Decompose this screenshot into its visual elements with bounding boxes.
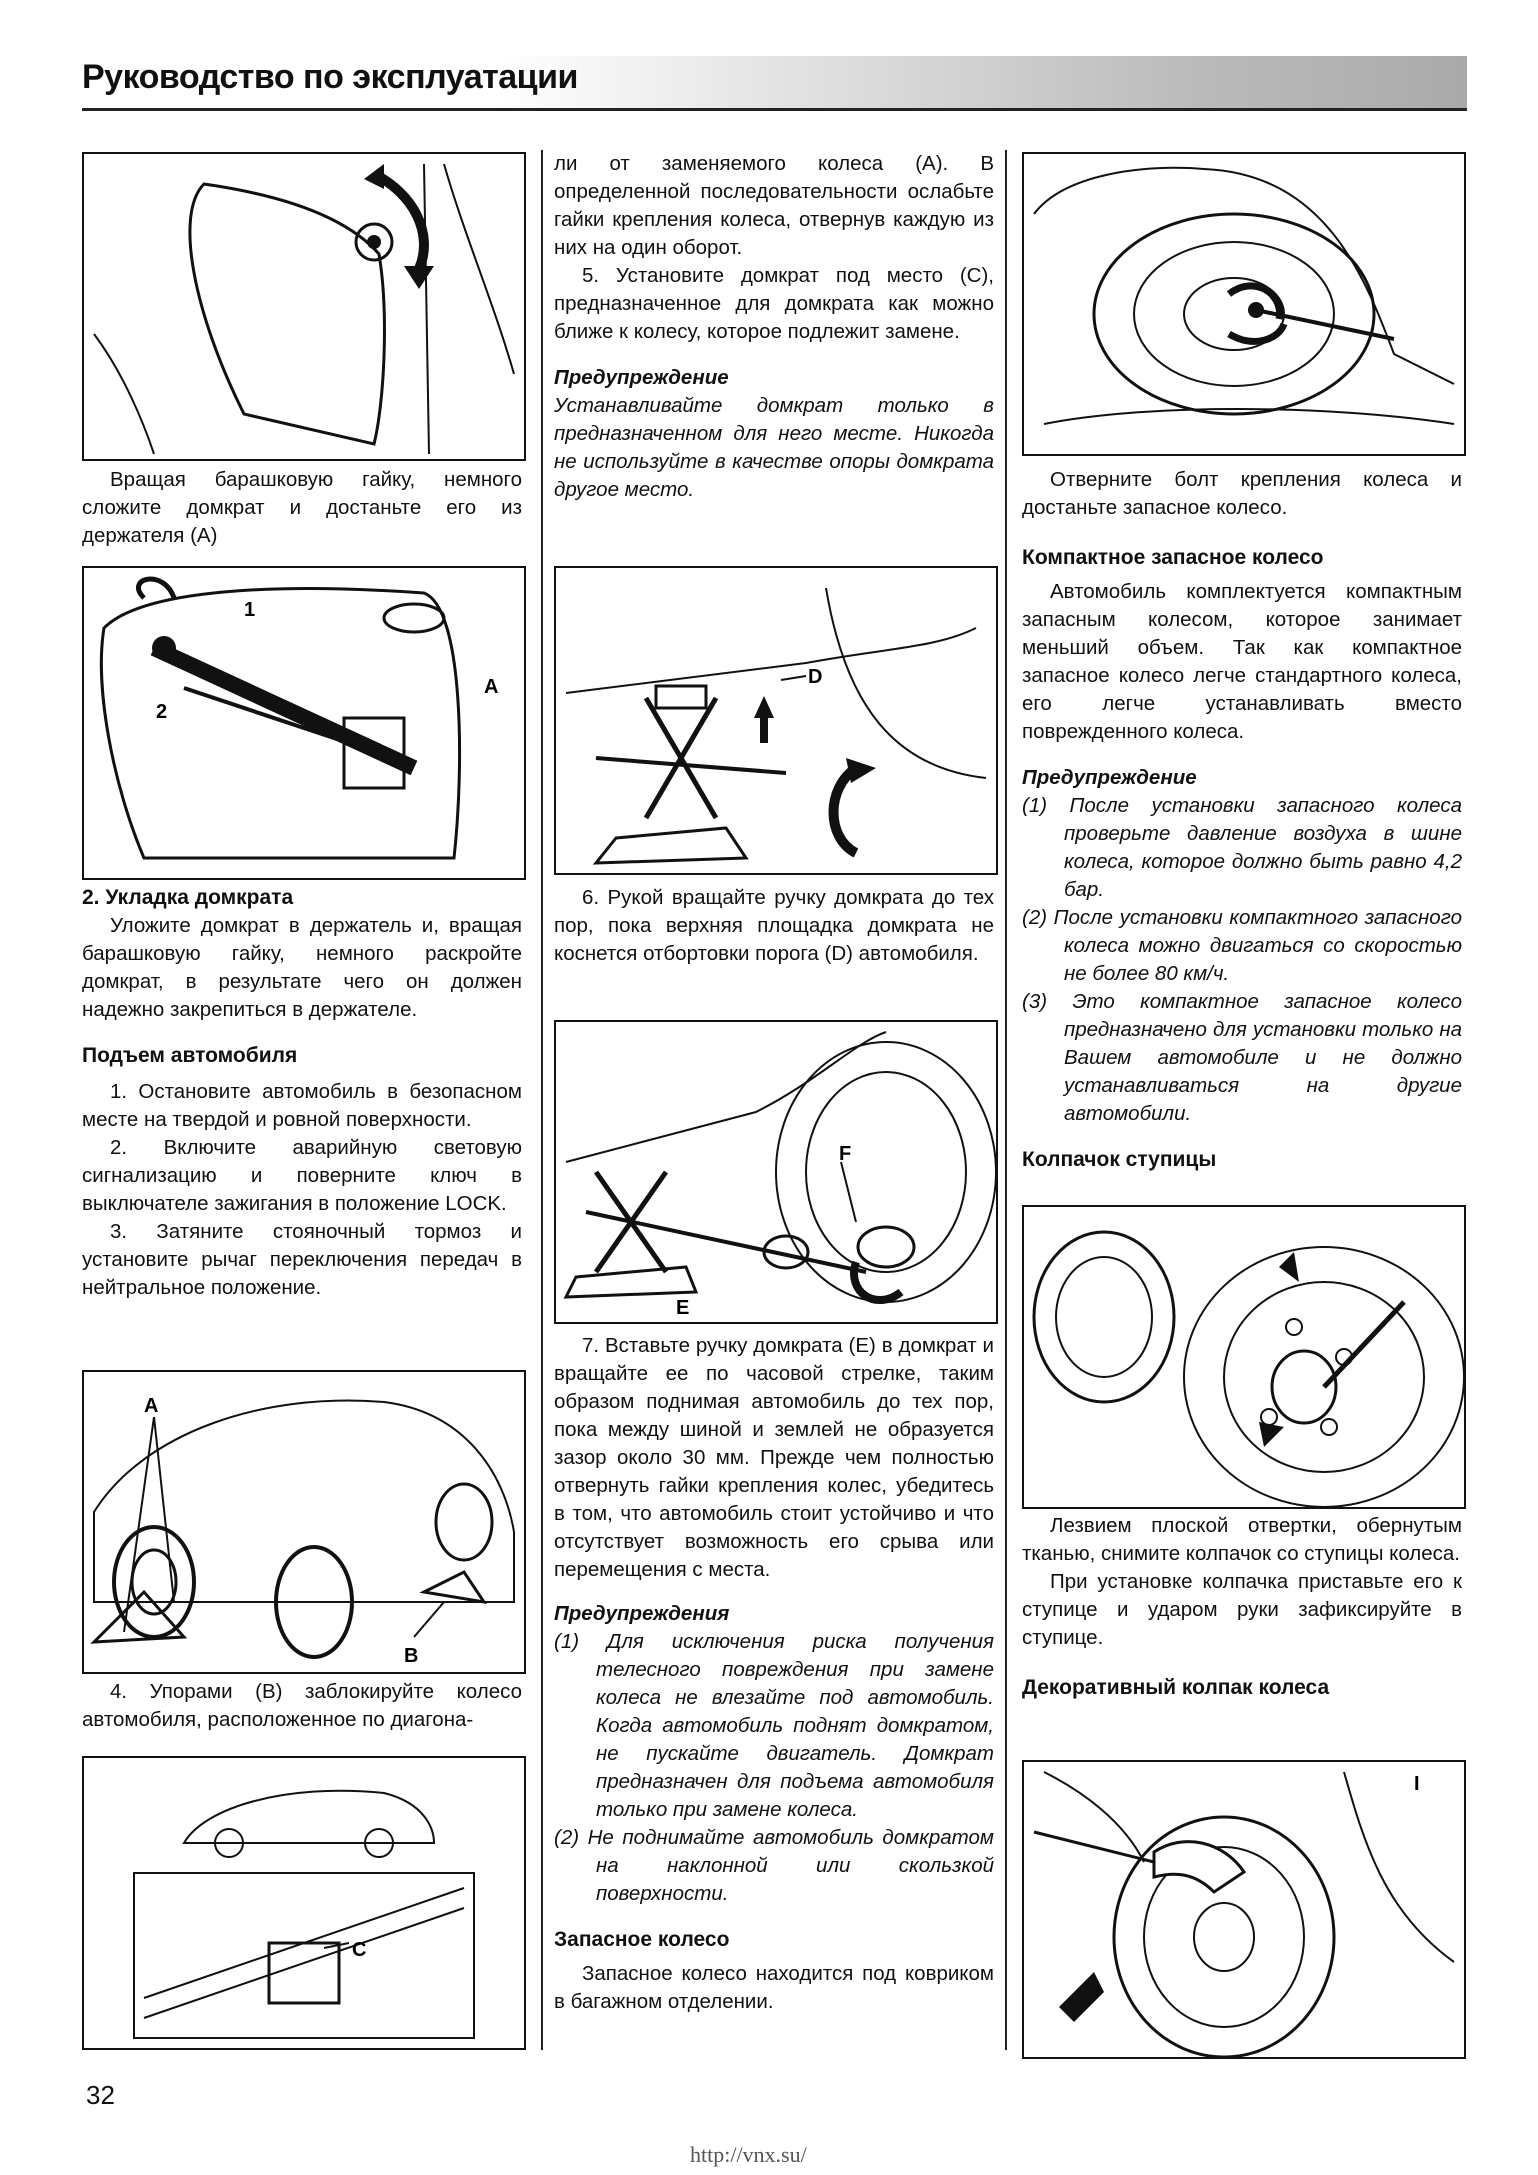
warning-heading-3: Предупреждение	[1022, 766, 1197, 789]
step-2: 2. Включите аварийную световую сигнализацию и поверните ключ в выключателе зажигания в положение LOCK.	[82, 1136, 522, 1215]
heading-decorative-cap: Декоративный колпак колеса	[1022, 1676, 1330, 1699]
label-i: I	[1414, 1773, 1420, 1795]
paragraph-hub-cap-2: При установке колпачка приставьте его к ступице и ударом руки зафиксируйте в ступице.	[1022, 1570, 1462, 1649]
warning-heading-2: Предупреждения	[554, 1602, 730, 1625]
column-2-text-top	[554, 150, 994, 504]
caption-bolt: Отверните болт крепления колеса и достаньте запасное колесо.	[1022, 468, 1462, 519]
column-divider-2	[1005, 150, 1007, 2050]
step-7: 7. Вставьте ручку домкрата (E) в домкрат и вращайте ее по часовой стрелке, таким образом поднимая автомобиль до тех пор, пока между шиной и землей не образуется зазор около 30 мм. Прежде чем полностью отвернуть гайки крепления колес, убедитесь в том, что автомобиль стоит устойчиво и что отсутствует возможность его срыва или перемещения с места.	[554, 1334, 994, 1581]
label-d: D	[808, 666, 823, 688]
column-2-text-bottom	[554, 1332, 994, 2016]
jack-point-illustration	[84, 1758, 524, 2048]
figure-spare-wheel-bolt	[1022, 152, 1466, 456]
figure-decorative-cap	[1022, 1760, 1466, 2059]
step-6: 6. Рукой вращайте ручку домкрата до тех пор, пока верхняя площадка домкрата не коснется отбортовки порога (D) автомобиля.	[554, 886, 994, 965]
figure-jack-point	[82, 1756, 526, 2050]
heading-hub-cap: Колпачок ступицы	[1022, 1148, 1217, 1171]
step-4-continued: ли от заменяемого колеса (A). В определенной последовательности ослабьте гайки крепления колеса, отвернув каждую из них на один оборот.	[554, 152, 994, 259]
spare-wheel-bolt-illustration	[1024, 154, 1464, 454]
footer-url: http://vnx.su/	[690, 2142, 807, 2167]
label-1: 1	[244, 599, 256, 621]
label-c: C	[352, 1939, 367, 1961]
step-1: 1. Остановите автомобиль в безопасном месте на твердой и ровной поверхности.	[82, 1080, 522, 1131]
page-number: 32	[86, 2080, 115, 2110]
figure-jack-holder	[82, 152, 526, 461]
jack-under-sill-illustration	[556, 568, 996, 873]
figure-hub-cap	[1022, 1205, 1466, 1509]
page-header	[82, 56, 1467, 111]
step-3: 3. Затяните стояночный тормоз и установите рычаг переключения передач в нейтральное положение.	[82, 1220, 522, 1299]
heading-spare-wheel: Запасное колесо	[554, 1928, 730, 1951]
jack-handle-illustration	[556, 1022, 996, 1322]
warning-2-item-1: (1) Для исключения риска получения телесного повреждения при замене колеса не влезайте под автомобиль. Когда автомобиль поднят домкратом, не пускайте двигатель. Домкрат предназначен для подъема автомобиля только при замене колеса.	[554, 1630, 994, 1821]
warning-3-item-2: (2) После установки компактного запасного колеса можно двигаться со скоростью не более 80 км/ч.	[1022, 906, 1462, 985]
warning-heading-1: Предупреждение	[554, 366, 729, 389]
decorative-cap-illustration	[1024, 1762, 1464, 2057]
paragraph-jack-stowage: Уложите домкрат в держатель и, вращая барашковую гайку, немного раскройте домкрат, в результате чего он должен надежно закрепиться в держателе.	[82, 914, 522, 1021]
warning-text-1: Устанавливайте домкрат только в предназначенном для него месте. Никогда не используйте в качестве опоры домкрата другое место.	[554, 394, 994, 501]
label-a: A	[484, 676, 499, 698]
hub-cap-illustration	[1024, 1207, 1464, 1507]
label-f: F	[839, 1143, 852, 1165]
heading-jack-stowage: 2. Укладка домкрата	[82, 886, 294, 909]
warning-2-item-2: (2) Не поднимайте автомобиль домкратом на наклонной или скользкой поверхности.	[554, 1826, 994, 1905]
column-1-text	[82, 884, 522, 1302]
warning-3-item-1: (1) После установки запасного колеса проверьте давление воздуха в шине колеса, которое должно быть равно 4,2 бар.	[1022, 794, 1462, 901]
paragraph-compact-spare: Автомобиль комплектуется компактным запасным колесом, которое занимает меньший объем. Так как компактное запасное колесо легче стандартного колеса, его легче устанавливать вместо поврежденного колеса.	[1022, 580, 1462, 743]
caption-fold-jack: Вращая барашковую гайку, немного сложите домкрат и достаньте его из держателя (A)	[82, 468, 522, 547]
heading-lifting: Подъем автомобиля	[82, 1044, 298, 1067]
heading-compact-spare: Компактное запасное колесо	[1022, 546, 1324, 569]
jack-stowed-illustration	[84, 568, 524, 878]
paragraph-spare-wheel: Запасное колесо находится под ковриком в багажном отделении.	[554, 1962, 994, 2013]
column-1-caption-1	[82, 466, 522, 550]
paragraph-hub-cap-1: Лезвием плоской отвертки, обернутым тканью, снимите колпачок со ступицы колеса.	[1022, 1514, 1462, 1565]
page-title: Руководство по эксплуатации	[82, 58, 578, 96]
figure-jack-stowed	[82, 566, 526, 880]
step-4: 4. Упорами (B) заблокируйте колесо автомобиля, расположенное по диагона-	[82, 1680, 522, 1731]
label-a: A	[144, 1395, 159, 1417]
label-b: B	[404, 1645, 419, 1667]
column-1-step4	[82, 1678, 522, 1734]
figure-jack-handle	[554, 1020, 998, 1324]
step-5: 5. Установите домкрат под место (C), предназначенное для домкрата как можно ближе к колесу, которое подлежит замене.	[554, 264, 994, 343]
label-2: 2	[156, 701, 168, 723]
column-divider-1	[541, 150, 543, 2050]
column-3-text-top	[1022, 466, 1462, 1174]
figure-wheel-chocks	[82, 1370, 526, 1674]
label-e: E	[676, 1297, 690, 1319]
figure-jack-under-sill	[554, 566, 998, 875]
column-3-text-bottom	[1022, 1512, 1462, 1702]
wheel-chocks-illustration	[84, 1372, 524, 1672]
column-2-step6	[554, 884, 994, 968]
warning-3-item-3: (3) Это компактное запасное колесо предназначено для установки только на Вашем автомобиле и не должно устанавливаться на другие автомобили.	[1022, 990, 1462, 1125]
jack-holder-illustration	[84, 154, 524, 459]
